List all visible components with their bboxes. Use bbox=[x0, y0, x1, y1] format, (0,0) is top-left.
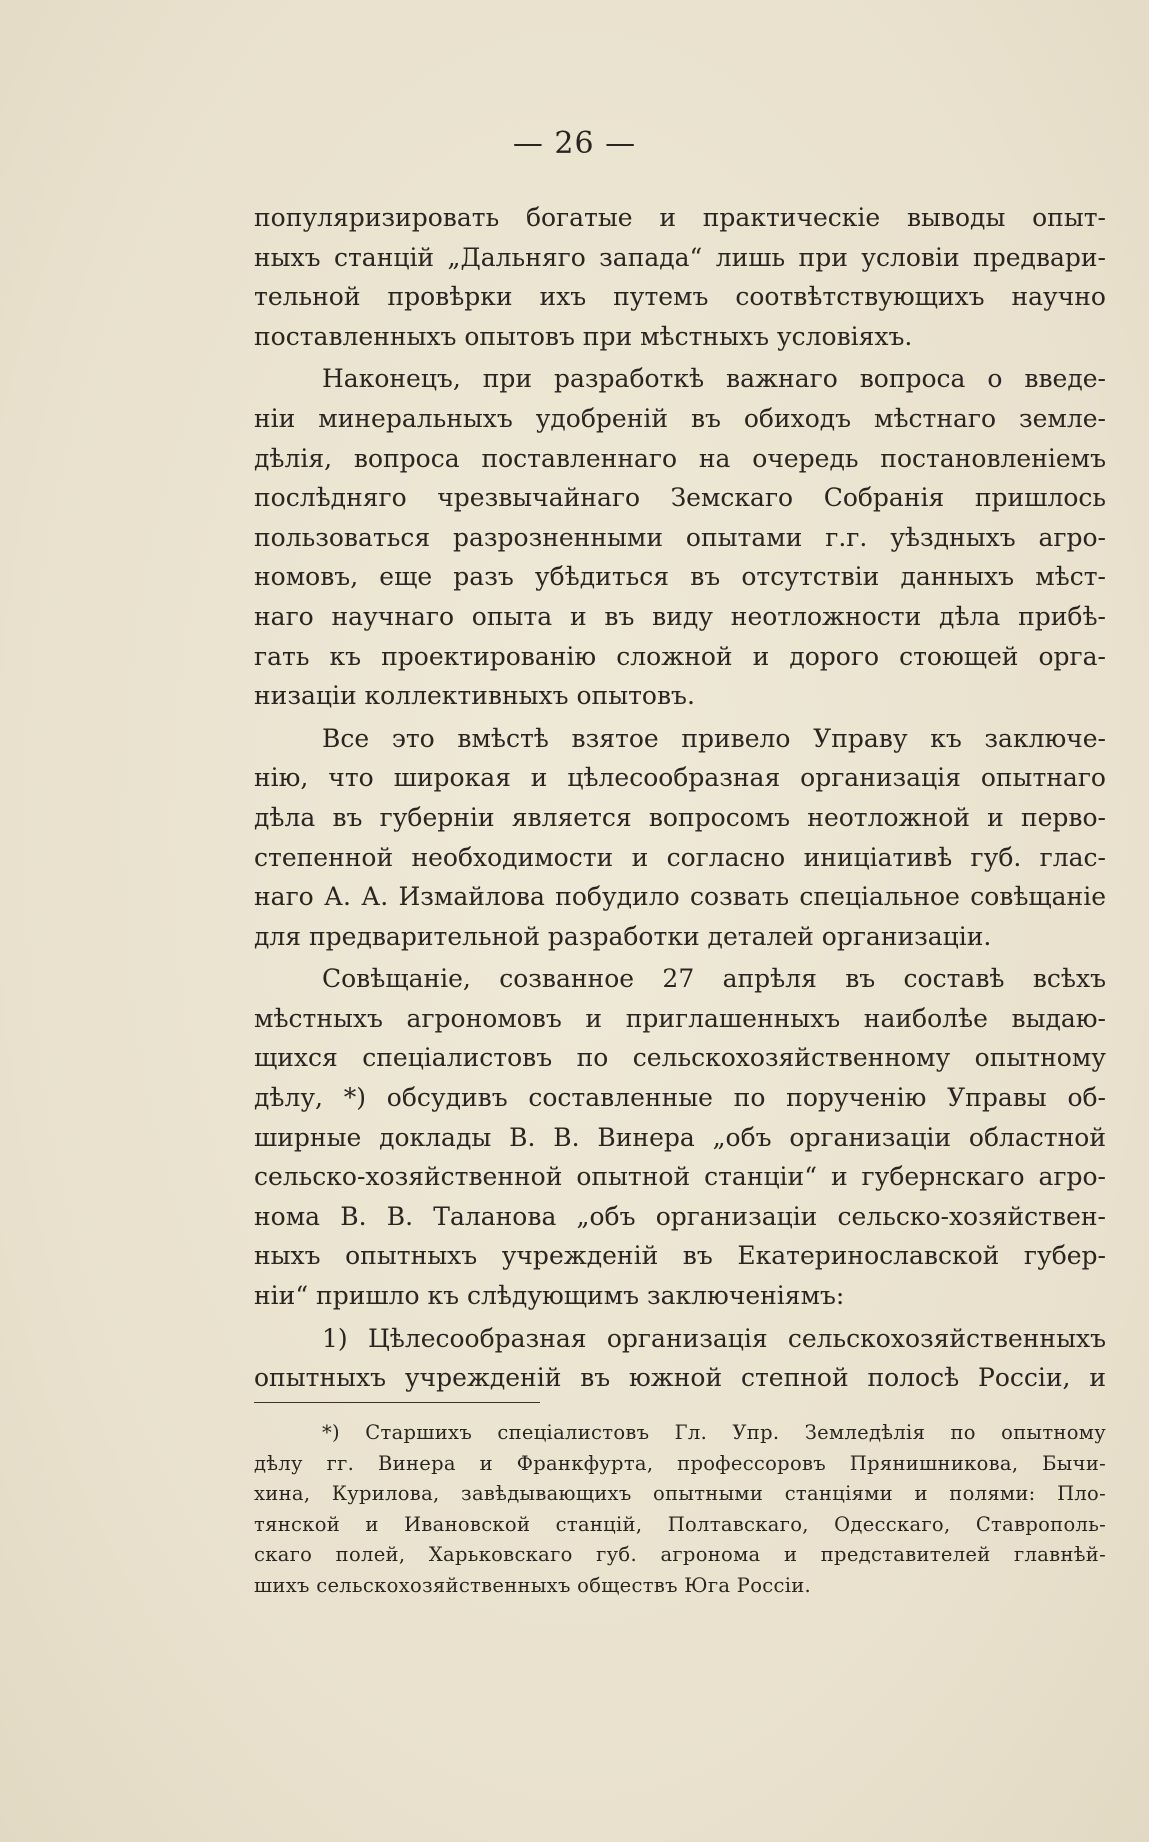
text-line: наго научнаго опыта и въ виду неотложности дѣла прибѣ- bbox=[254, 601, 1106, 631]
text-line: послѣдняго чрезвычайнаго Земскаго Собранія пришлось bbox=[254, 483, 1106, 513]
footnote-line: *) Старшихъ спеціалистовъ Гл. Упр. Земледѣлія по опытному bbox=[322, 1421, 1106, 1444]
footnote-line: шихъ сельскохозяйственныхъ обществъ Юга Россіи. bbox=[254, 1573, 812, 1597]
text-line: тельной провѣрки ихъ путемъ соотвѣтствующихъ научно bbox=[254, 282, 1106, 312]
text-line: Совѣщаніе, созванное 27 апрѣля въ составѣ всѣхъ bbox=[322, 964, 1106, 994]
text-line: дѣлія, вопроса поставленнаго на очередь постановленіемъ bbox=[254, 443, 1106, 473]
text-line: ніи“ пришло къ слѣдующимъ заключеніямъ: bbox=[254, 1281, 845, 1311]
text-line: ширные доклады В. В. Винера „объ организаціи областной bbox=[254, 1122, 1106, 1152]
paragraph bbox=[254, 719, 1106, 957]
page-number: — 26 — bbox=[512, 126, 637, 161]
text-line: наго А. А. Измайлова побудило созвать спеціальное совѣщаніе bbox=[254, 882, 1106, 912]
paragraph bbox=[254, 198, 1106, 356]
text-line: ныхъ станцій „Дальняго запада“ лишь при условіи предвари- bbox=[254, 242, 1106, 272]
text-line: нію, что широкая и цѣлесообразная организація опытнаго bbox=[254, 763, 1106, 793]
text-line: гать къ проектированію сложной и дорого стоющей орга- bbox=[254, 641, 1106, 671]
paragraph bbox=[254, 1319, 1106, 1398]
paragraph bbox=[254, 359, 1106, 715]
text-line: 1) Цѣлесообразная организація сельскохозяйственныхъ bbox=[322, 1323, 1106, 1353]
text-line: сельско-хозяйственной опытной станціи“ и губернскаго агро- bbox=[254, 1162, 1106, 1192]
text-line: Наконецъ, при разработкѣ важнаго вопроса о введе- bbox=[322, 364, 1106, 394]
text-line: щихся спеціалистовъ по сельскохозяйственному опытному bbox=[254, 1043, 1106, 1073]
text-line: ніи минеральныхъ удобреній въ обиходъ мѣстнаго земле- bbox=[254, 403, 1106, 433]
text-line: ныхъ опытныхъ учрежденій въ Екатеринославской губер- bbox=[254, 1241, 1106, 1271]
text-line: дѣла въ губерніи является вопросомъ неотложной и перво- bbox=[254, 802, 1106, 832]
text-line: степенной необходимости и согласно иниціативѣ губ. глас- bbox=[254, 842, 1106, 872]
text-line: популяризировать богатые и практическіе выводы опыт- bbox=[254, 203, 1106, 232]
footnote-line: дѣлу гг. Винера и Франкфурта, профессоровъ Прянишникова, Бычи- bbox=[254, 1451, 1106, 1475]
text-line: опытныхъ учрежденій въ южной степной полосѣ Россіи, и bbox=[254, 1363, 1106, 1393]
text-line: мѣстныхъ агрономовъ и приглашенныхъ наиболѣе выдаю- bbox=[254, 1003, 1106, 1033]
footnote-line: хина, Курилова, завѣдывающихъ опытными станціями и полями: Пло- bbox=[254, 1482, 1106, 1506]
text-line: низаціи коллективныхъ опытовъ. bbox=[254, 681, 695, 711]
footnote-line: скаго полей, Харьковскаго губ. агронома и представителей главнѣй- bbox=[254, 1543, 1106, 1567]
footnote-line: тянской и Ивановской станцій, Полтавскаго, Одесскаго, Ставрополь- bbox=[254, 1512, 1106, 1536]
text-line: номовъ, еще разъ убѣдиться въ отсутствіи данныхъ мѣст- bbox=[254, 562, 1106, 592]
footnote-divider bbox=[254, 1402, 540, 1403]
body-text bbox=[254, 198, 1106, 1398]
footnote bbox=[254, 1418, 1106, 1602]
text-line: для предварительной разработки деталей организаціи. bbox=[254, 921, 992, 951]
text-line: поставленныхъ опытовъ при мѣстныхъ условіяхъ. bbox=[254, 321, 913, 351]
text-line: Все это вмѣстѣ взятое привело Управу къ заключе- bbox=[322, 723, 1106, 753]
text-line: дѣлу, *) обсудивъ составленные по порученію Управы об- bbox=[254, 1083, 1106, 1113]
paragraph bbox=[254, 959, 1106, 1315]
text-line: пользоваться разрозненными опытами г.г. уѣздныхъ агро- bbox=[254, 522, 1106, 552]
text-line: нома В. В. Таланова „объ организаціи сельско-хозяйствен- bbox=[254, 1201, 1106, 1231]
